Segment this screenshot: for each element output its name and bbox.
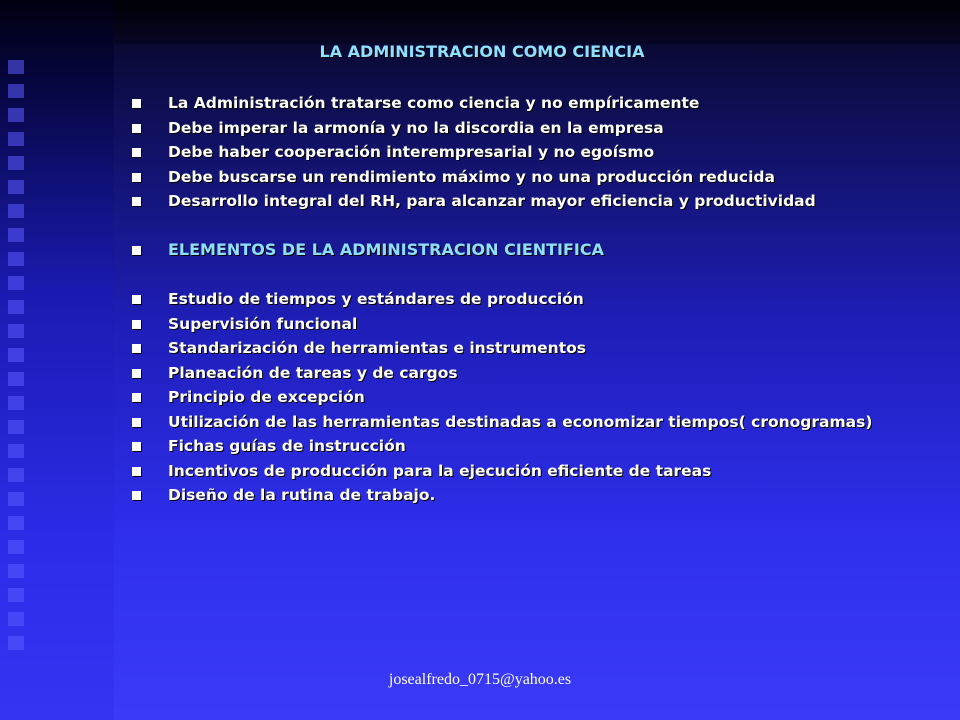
square-bullet-icon: [132, 467, 141, 476]
list-item-text: Fichas guías de instrucción: [168, 437, 406, 455]
list-item: [132, 459, 872, 484]
list-item: [132, 434, 872, 459]
section-heading: [132, 238, 604, 263]
square-bullet-icon: [132, 344, 141, 353]
list-item: [132, 385, 872, 410]
list-item: [132, 361, 872, 386]
list-item-text: Standarización de herramientas e instrumentos: [168, 339, 586, 357]
square-bullet-icon: [132, 442, 141, 451]
list-item: [132, 312, 872, 337]
square-bullet-icon: [132, 197, 141, 206]
slide-title: LA ADMINISTRACION COMO CIENCIA: [319, 42, 645, 61]
left-decorative-strip: [0, 0, 114, 720]
section-heading-text: ELEMENTOS DE LA ADMINISTRACION CIENTIFICA: [168, 240, 605, 259]
list-item-text: Diseño de la rutina de trabajo.: [168, 486, 436, 504]
list-item: [132, 140, 816, 165]
list-item-text: Debe imperar la armonía y no la discordia en la empresa: [168, 118, 664, 137]
square-bullet-icon: [132, 148, 141, 157]
square-bullet-icon: [132, 173, 141, 182]
square-bullet-icon: [132, 295, 141, 304]
list-item: [132, 189, 816, 214]
square-bullet-icon: [132, 369, 141, 378]
list-item-text: Principio de excepción: [168, 388, 365, 406]
square-bullet-icon: [132, 491, 141, 500]
top-dark-band: [114, 0, 960, 44]
list-item-text: Incentivos de producción para la ejecución eficiente de tareas: [168, 461, 712, 480]
square-bullet-icon: [132, 246, 141, 255]
footer-email: josealfredo_0715@yahoo.es: [388, 671, 572, 688]
list-item: [132, 116, 816, 141]
square-bullet-icon: [132, 99, 141, 108]
list-item-text: Utilización de las herramientas destinadas a economizar tiempos( cronogramas): [168, 412, 873, 431]
square-bullet-icon: [132, 124, 141, 133]
square-bullet-icon: [132, 320, 141, 329]
section-heading-list: [132, 238, 604, 263]
list-item-text: Debe buscarse un rendimiento máximo y no una producción reducida: [168, 167, 775, 186]
decorative-squares: [8, 60, 24, 660]
list-item: [132, 165, 816, 190]
list-item: [132, 287, 872, 312]
list-item-text: Debe haber cooperación interempresarial y no egoísmo: [168, 143, 655, 161]
list-item-text: Estudio de tiempos y estándares de producción: [168, 290, 584, 308]
list-item-text: Planeación de tareas y de cargos: [168, 363, 458, 382]
square-bullet-icon: [132, 418, 141, 427]
principles-list: [132, 91, 816, 214]
list-item-text: Supervisión funcional: [168, 314, 358, 333]
square-bullet-icon: [132, 393, 141, 402]
elements-list: [132, 287, 872, 508]
list-item: [132, 410, 872, 435]
list-item: [132, 336, 872, 361]
list-item: [132, 91, 816, 116]
list-item-text: Desarrollo integral del RH, para alcanzar mayor eficiencia y productividad: [168, 192, 816, 210]
list-item: [132, 483, 872, 508]
list-item-text: La Administración tratarse como ciencia y no empíricamente: [168, 94, 700, 112]
